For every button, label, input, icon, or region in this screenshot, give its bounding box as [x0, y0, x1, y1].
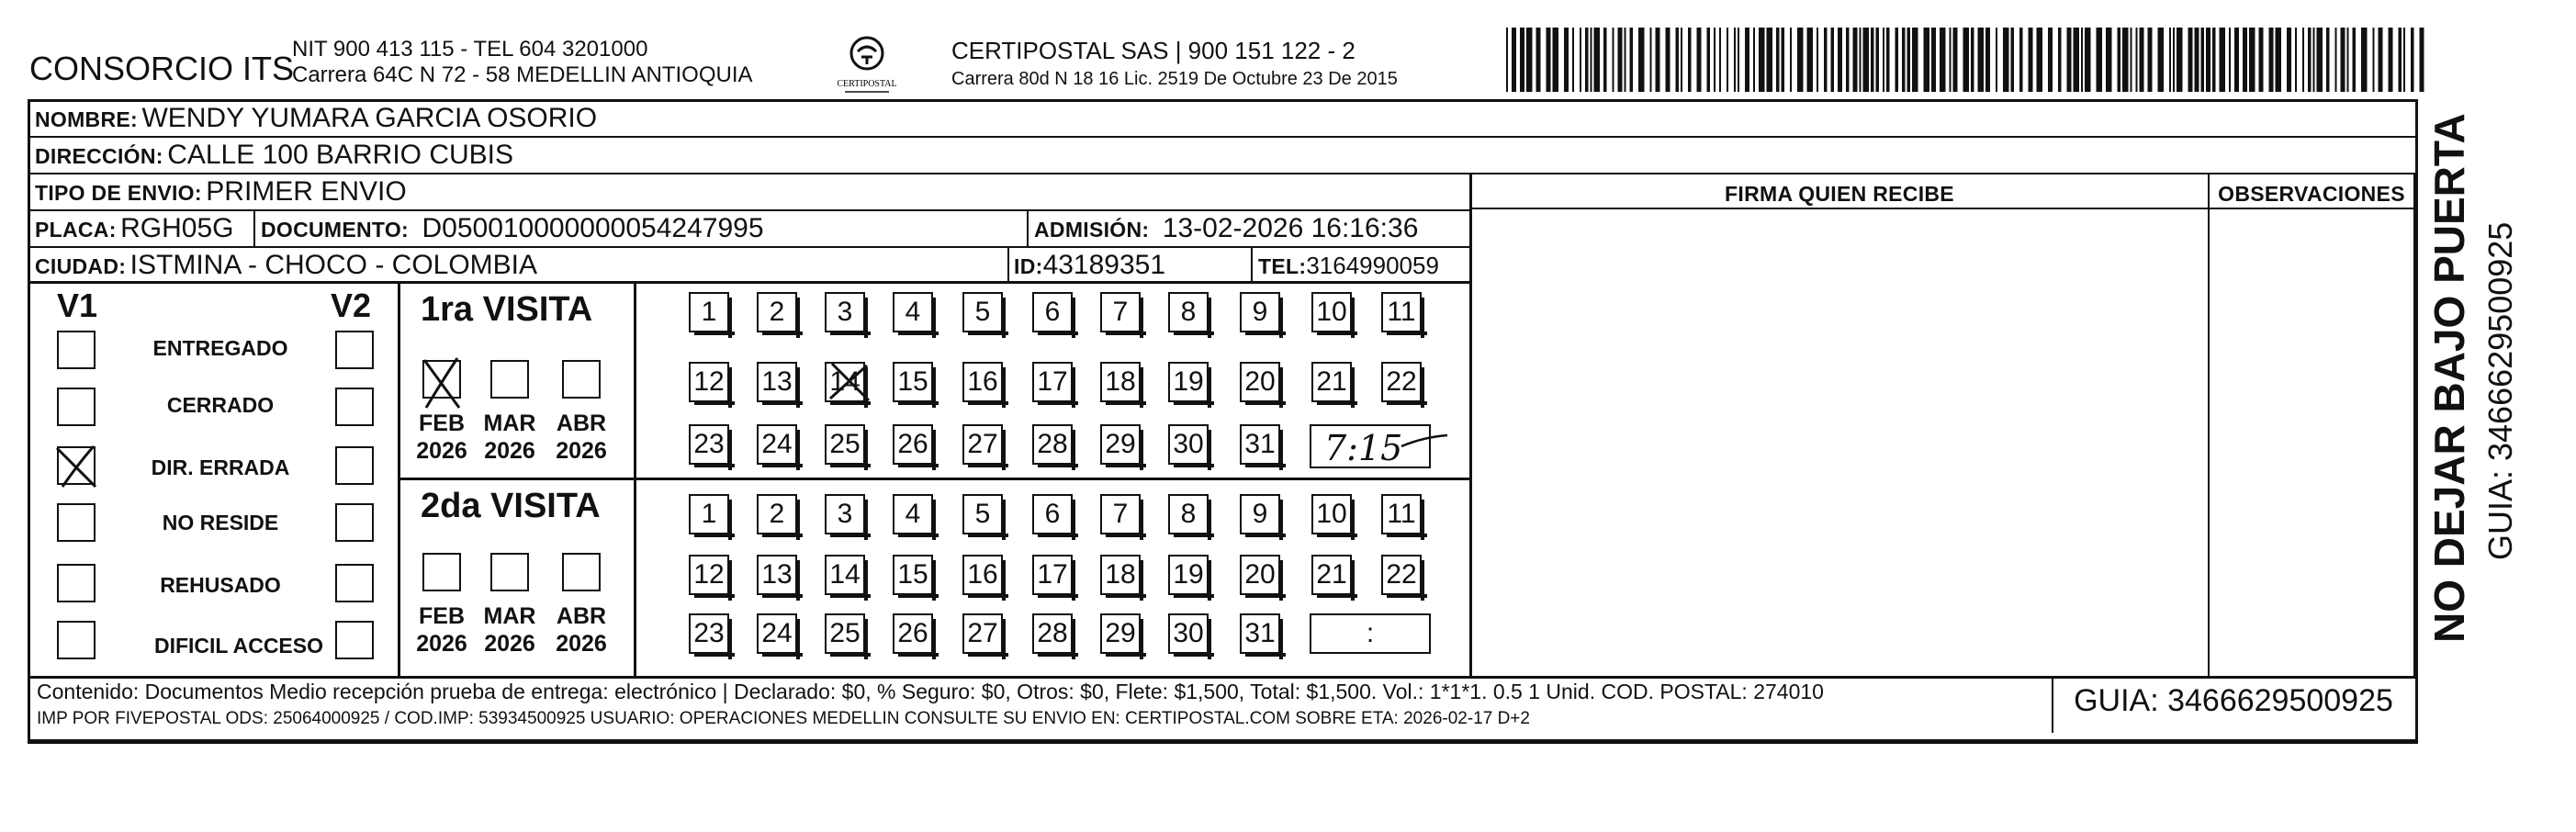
second-visit-day-label: 20 — [1244, 559, 1276, 590]
second-visit-day-label: 19 — [1173, 559, 1204, 590]
first-visit-day-2[interactable] — [757, 292, 797, 332]
first-visit-day-label: 10 — [1316, 297, 1347, 327]
second-visit-day-28[interactable] — [1032, 613, 1073, 654]
first-visit-day-label: 23 — [693, 429, 725, 459]
second-visit-day-13[interactable] — [757, 555, 797, 595]
second-visit-day-label: 11 — [1387, 499, 1416, 529]
first-visit-month-abr: ABR 2026 — [556, 410, 607, 464]
first-visit-day-1[interactable] — [689, 292, 729, 332]
carrier-info — [951, 37, 1398, 90]
first-visit-day-24[interactable] — [757, 424, 797, 465]
second-visit-day-29[interactable] — [1100, 613, 1141, 654]
first-visit-day-11[interactable] — [1381, 292, 1422, 332]
second-visit-day-14[interactable] — [825, 555, 865, 595]
second-visit-day-label: 9 — [1252, 499, 1268, 529]
second-visit-feb-checkbox[interactable] — [422, 553, 461, 591]
id-value: 43189351 — [1042, 250, 1166, 280]
second-visit-day-label: 15 — [897, 559, 928, 590]
side-guia: GUIA: 3466629500925 — [2481, 221, 2519, 560]
second-visit-day-24[interactable] — [757, 613, 797, 654]
first-visit-feb-checkbox[interactable] — [422, 360, 461, 399]
first-visit-month-feb: FEB 2026 — [416, 410, 467, 464]
second-visit-day-label: 22 — [1386, 559, 1417, 590]
first-visit-day-label: 31 — [1244, 429, 1276, 459]
observaciones-header: OBSERVACIONES — [2218, 182, 2405, 206]
second-visit-day-label: 1 — [701, 499, 717, 529]
first-visit-day-label: 6 — [1044, 297, 1061, 327]
first-visit-day-label: 19 — [1173, 366, 1204, 397]
second-visit-day-label: 29 — [1105, 618, 1136, 648]
second-visit-day-label: 2 — [769, 499, 785, 529]
first-visit-day-25[interactable] — [825, 424, 865, 465]
second-visit-time-box[interactable]: : — [1310, 613, 1431, 654]
first-visit-day-label: 29 — [1105, 429, 1136, 459]
first-visit-day-label: 12 — [693, 366, 725, 397]
first-visit-day-23[interactable] — [689, 424, 729, 465]
second-visit-title: 2da VISITA — [421, 487, 601, 525]
first-visit-day-7[interactable] — [1100, 292, 1141, 332]
v2-cerrado-checkbox[interactable] — [335, 388, 374, 426]
v2-header: V2 — [331, 287, 372, 324]
shipment-details: Contenido: Documentos Medio recepción prueba de entrega: electrónico | Declarado: $0, % Seguro: $0, Otros: $0, Flete: $1,500, Total: $1,500. Vol.: 1*1*1. 0.5 1 Unid. COD. POSTAL: 274010 — [37, 680, 1824, 703]
admision-field: ADMISIÓN: 13-02-2026 16:16:36 — [1034, 213, 1419, 243]
second-visit-day-10[interactable] — [1311, 494, 1352, 534]
first-visit-day-29[interactable] — [1100, 424, 1141, 465]
barcode — [1506, 28, 2424, 92]
second-visit-day-label: 25 — [829, 618, 861, 648]
v1-dir-errada-checkbox[interactable] — [57, 446, 96, 485]
v2-dificil-acceso-checkbox[interactable] — [335, 621, 374, 659]
first-visit-day-22[interactable] — [1381, 362, 1422, 402]
status-option-dir-errada: DIR. ERRADA — [151, 455, 290, 479]
placa-value: RGH05G — [120, 213, 234, 243]
first-visit-day-26[interactable] — [893, 424, 933, 465]
second-visit-day-label: 14 — [829, 559, 861, 590]
second-visit-day-label: 21 — [1316, 559, 1347, 590]
first-visit-day-label: 14 — [829, 366, 861, 397]
first-visit-day-21[interactable] — [1311, 362, 1352, 402]
second-visit-day-label: 24 — [761, 618, 793, 648]
first-visit-day-9[interactable] — [1240, 292, 1280, 332]
status-option-dificil-acceso: DIFICIL ACCESO — [153, 634, 323, 658]
second-visit-day-8[interactable] — [1168, 494, 1209, 534]
ciudad-value: ISTMINA - CHOCO - COLOMBIA — [129, 250, 538, 280]
first-visit-day-label: 28 — [1037, 429, 1068, 459]
status-option-rehusado: REHUSADO — [160, 573, 281, 597]
carrier-name: CERTIPOSTAL SAS | 900 151 122 - 2 — [951, 37, 1355, 64]
documento-field: DOCUMENTO: D050010000000054247995 — [261, 213, 764, 243]
first-visit-day-label: 30 — [1173, 429, 1204, 459]
v2-no-reside-checkbox[interactable] — [335, 503, 374, 542]
second-visit-day-label: 6 — [1044, 499, 1061, 529]
v1-cerrado-checkbox[interactable] — [57, 388, 96, 426]
first-visit-day-label: 7 — [1112, 297, 1129, 327]
first-visit-day-10[interactable] — [1311, 292, 1352, 332]
second-visit-abr-checkbox[interactable] — [562, 553, 601, 591]
second-visit-day-1[interactable] — [689, 494, 729, 534]
first-visit-day-27[interactable] — [962, 424, 1003, 465]
second-visit-day-27[interactable] — [962, 613, 1003, 654]
second-visit-day-12[interactable] — [689, 555, 729, 595]
v1-header: V1 — [57, 287, 98, 324]
first-visit-day-18[interactable] — [1100, 362, 1141, 402]
second-visit-day-label: 30 — [1173, 618, 1204, 648]
second-visit-day-label: 31 — [1244, 618, 1276, 648]
second-visit-day-label: 3 — [837, 499, 853, 529]
first-visit-day-label: 13 — [761, 366, 793, 397]
first-visit-day-12[interactable] — [689, 362, 729, 402]
second-visit-day-11[interactable] — [1381, 494, 1422, 534]
certipostal-logo — [838, 33, 896, 97]
status-option-cerrado: CERRADO — [166, 393, 275, 417]
nombre-field: NOMBRE: WENDY YUMARA GARCIA OSORIO — [35, 103, 598, 133]
first-visit-day-label: 21 — [1316, 366, 1347, 397]
second-visit-day-label: 8 — [1180, 499, 1197, 529]
observaciones-area[interactable] — [2213, 213, 2410, 670]
placa-field: PLACA: RGH05G — [35, 213, 234, 243]
first-visit-day-label: 8 — [1180, 297, 1197, 327]
second-visit-day-23[interactable] — [689, 613, 729, 654]
svg-text:CERTIPOSTAL: CERTIPOSTAL — [838, 79, 896, 89]
first-visit-day-label: 16 — [967, 366, 998, 397]
second-visit-month-feb: FEB 2026 — [416, 603, 467, 657]
first-visit-day-label: 22 — [1386, 366, 1417, 397]
second-visit-day-30[interactable] — [1168, 613, 1209, 654]
first-visit-day-label: 24 — [761, 429, 793, 459]
first-visit-day-14[interactable] — [825, 362, 865, 402]
first-visit-day-label: 15 — [897, 366, 928, 397]
second-visit-day-6[interactable] — [1032, 494, 1073, 534]
first-visit-day-label: 2 — [769, 297, 785, 327]
v2-dir-errada-checkbox[interactable] — [335, 446, 374, 485]
status-option-entregado: ENTREGADO — [152, 336, 288, 360]
first-visit-mar-checkbox[interactable] — [490, 360, 529, 399]
first-visit-day-label: 27 — [967, 429, 998, 459]
first-visit-day-5[interactable] — [962, 292, 1003, 332]
first-visit-day-31[interactable] — [1240, 424, 1280, 465]
second-visit-day-9[interactable] — [1240, 494, 1280, 534]
first-visit-day-label: 5 — [974, 297, 991, 327]
second-visit-day-label: 5 — [974, 499, 991, 529]
direccion-field: DIRECCIÓN: CALLE 100 BARRIO CUBIS — [35, 140, 514, 170]
second-visit-day-label: 26 — [897, 618, 928, 648]
second-visit-month-abr: ABR 2026 — [556, 603, 607, 657]
first-visit-month-mar: MAR 2026 — [483, 410, 536, 464]
first-visit-day-20[interactable] — [1240, 362, 1280, 402]
first-visit-day-label: 1 — [701, 297, 717, 327]
first-visit-title: 1ra VISITA — [421, 290, 593, 329]
v2-entregado-checkbox[interactable] — [335, 331, 374, 369]
tel-field: TEL:3164990059 — [1258, 252, 1439, 279]
second-visit-day-15[interactable] — [893, 555, 933, 595]
second-visit-day-31[interactable] — [1240, 613, 1280, 654]
footer-guia: GUIA: 3466629500925 — [2074, 683, 2393, 718]
second-visit-day-label: 10 — [1316, 499, 1347, 529]
first-visit-day-label: 25 — [829, 429, 861, 459]
second-visit-day-3[interactable] — [825, 494, 865, 534]
first-visit-day-label: 9 — [1252, 297, 1268, 327]
first-visit-day-16[interactable] — [962, 362, 1003, 402]
first-visit-day-28[interactable] — [1032, 424, 1073, 465]
second-visit-month-mar: MAR 2026 — [483, 603, 536, 657]
company-address: Carrera 64C N 72 - 58 MEDELLIN ANTIOQUIA — [292, 62, 753, 87]
nombre-value: WENDY YUMARA GARCIA OSORIO — [141, 103, 598, 133]
second-visit-day-21[interactable] — [1311, 555, 1352, 595]
second-visit-day-25[interactable] — [825, 613, 865, 654]
first-visit-day-label: 4 — [905, 297, 921, 327]
id-field: ID:43189351 — [1014, 250, 1166, 280]
v1-entregado-checkbox[interactable] — [57, 331, 96, 369]
print-details: IMP POR FIVEPOSTAL ODS: 25064000925 / COD.IMP: 53934500925 USUARIO: OPERACIONES MEDELLIN CONSULTE SU ENVIO EN: CERTIPOSTAL.COM SOBRE ETA: 2026-02-17 D+2 — [37, 709, 1530, 728]
second-visit-day-label: 12 — [693, 559, 725, 590]
carrier-license: Carrera 80d N 18 16 Lic. 2519 De Octubre 23 De 2015 — [951, 69, 1398, 89]
second-visit-day-4[interactable] — [893, 494, 933, 534]
first-visit-day-8[interactable] — [1168, 292, 1209, 332]
second-visit-day-17[interactable] — [1032, 555, 1073, 595]
second-visit-day-2[interactable] — [757, 494, 797, 534]
first-visit-time-handwritten: 7:15 — [1324, 428, 1403, 468]
company-info — [292, 37, 753, 88]
first-visit-day-3[interactable] — [825, 292, 865, 332]
first-visit-day-4[interactable] — [893, 292, 933, 332]
tipo-envio-field: TIPO DE ENVIO: PRIMER ENVIO — [35, 176, 407, 207]
second-visit-day-16[interactable] — [962, 555, 1003, 595]
v1-rehusado-checkbox[interactable] — [57, 564, 96, 602]
first-visit-day-label: 18 — [1105, 366, 1136, 397]
second-visit-day-label: 28 — [1037, 618, 1068, 648]
first-visit-day-17[interactable] — [1032, 362, 1073, 402]
second-visit-day-7[interactable] — [1100, 494, 1141, 534]
second-visit-day-label: 23 — [693, 618, 725, 648]
second-visit-day-19[interactable] — [1168, 555, 1209, 595]
first-visit-day-6[interactable] — [1032, 292, 1073, 332]
v1-dificil-acceso-checkbox[interactable] — [57, 621, 96, 659]
status-option-no-reside: NO RESIDE — [162, 511, 279, 534]
first-visit-day-label: 11 — [1387, 297, 1416, 327]
second-visit-day-label: 17 — [1037, 559, 1068, 590]
second-visit-day-18[interactable] — [1100, 555, 1141, 595]
first-visit-day-19[interactable] — [1168, 362, 1209, 402]
second-visit-day-label: 18 — [1105, 559, 1136, 590]
first-visit-day-30[interactable] — [1168, 424, 1209, 465]
second-visit-day-label: 4 — [905, 499, 921, 529]
tel-value: 3164990059 — [1306, 252, 1439, 279]
second-visit-day-label: 7 — [1112, 499, 1129, 529]
second-visit-day-label: 13 — [761, 559, 793, 590]
second-visit-day-label: 27 — [967, 618, 998, 648]
first-visit-day-label: 17 — [1037, 366, 1068, 397]
second-visit-day-26[interactable] — [893, 613, 933, 654]
second-visit-mar-checkbox[interactable] — [490, 553, 529, 591]
second-visit-day-20[interactable] — [1240, 555, 1280, 595]
direccion-value: CALLE 100 BARRIO CUBIS — [167, 140, 514, 170]
company-name: CONSORCIO ITS — [29, 50, 295, 87]
second-visit-day-22[interactable] — [1381, 555, 1422, 595]
ciudad-field: CIUDAD: ISTMINA - CHOCO - COLOMBIA — [35, 250, 538, 280]
second-visit-day-label: 16 — [967, 559, 998, 590]
firma-header: FIRMA QUIEN RECIBE — [1725, 182, 1954, 206]
first-visit-day-label: 3 — [837, 297, 853, 327]
admision-value: 13-02-2026 16:16:36 — [1162, 213, 1419, 243]
first-visit-abr-checkbox[interactable] — [562, 360, 601, 399]
firma-area[interactable] — [1479, 213, 2202, 670]
first-visit-day-15[interactable] — [893, 362, 933, 402]
second-visit-day-5[interactable] — [962, 494, 1003, 534]
first-visit-day-label: 20 — [1244, 366, 1276, 397]
v1-no-reside-checkbox[interactable] — [57, 503, 96, 542]
documento-value: D050010000000054247995 — [422, 213, 764, 243]
first-visit-day-label: 26 — [897, 429, 928, 459]
first-visit-time-box[interactable] — [1310, 424, 1431, 468]
no-dejar-warning: NO DEJAR BAJO PUERTA — [2425, 113, 2473, 643]
first-visit-day-13[interactable] — [757, 362, 797, 402]
tipo-envio-value: PRIMER ENVIO — [206, 176, 407, 207]
v2-rehusado-checkbox[interactable] — [335, 564, 374, 602]
company-nit-tel: NIT 900 413 115 - TEL 604 3201000 — [292, 37, 648, 62]
